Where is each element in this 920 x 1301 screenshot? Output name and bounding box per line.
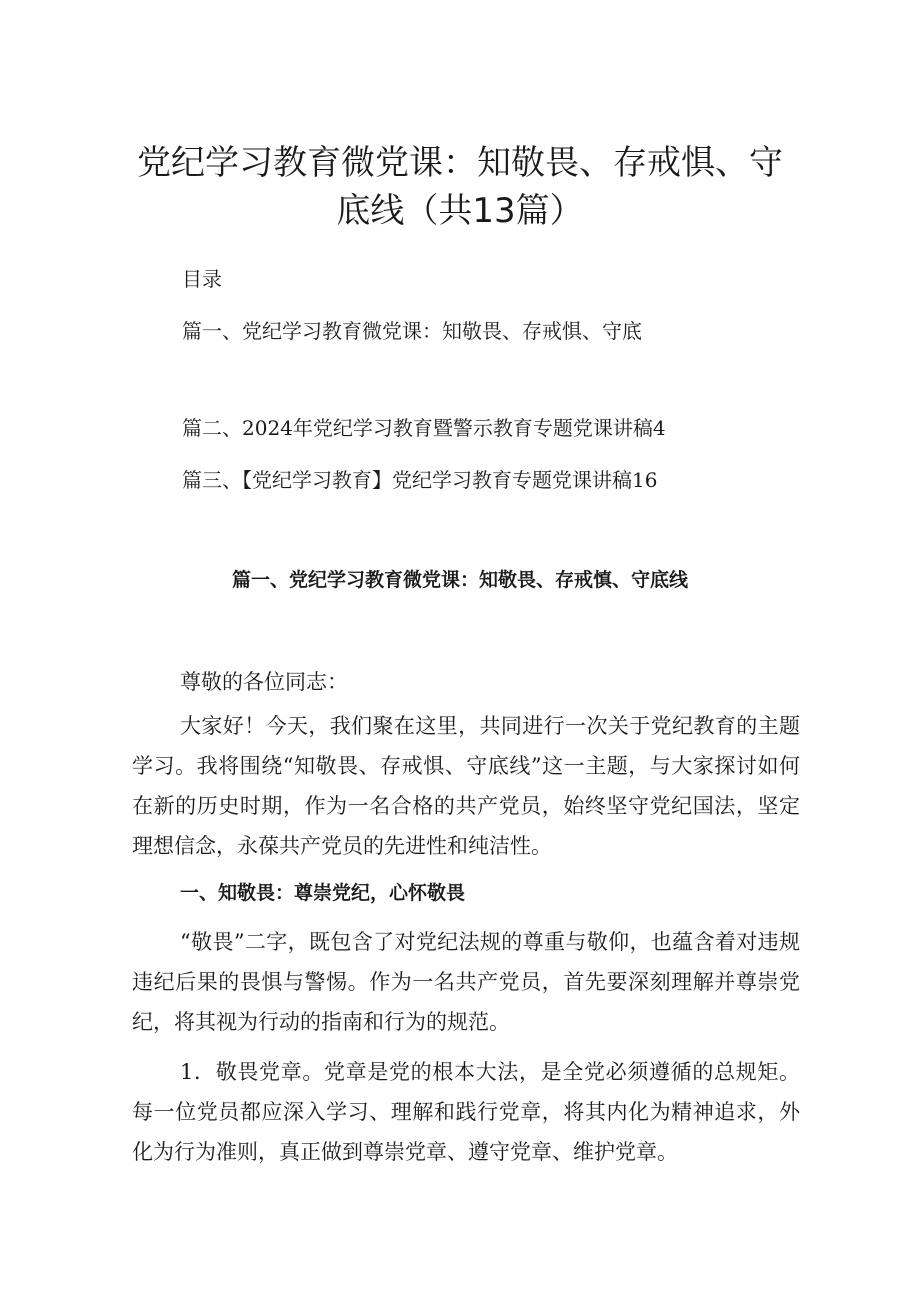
document-title-line-1: 党纪学习教育微党课：知敬畏、存戒惧、守 (137, 143, 783, 183)
document-title-line-2: 底线（共13篇） (336, 191, 584, 231)
toc-item-3[interactable]: 篇三、【党纪学习教育】党纪学习教育专题党课讲稿16 (182, 468, 658, 492)
paragraph-3 (132, 1052, 800, 1172)
paragraph-2 (132, 922, 800, 1042)
salutation (180, 662, 848, 702)
toc-label: 目录 (182, 267, 222, 291)
salutation-text: 尊敬的各位同志： (180, 670, 348, 694)
paragraph-3-text: 1．敬畏党章。党章是党的根本大法，是全党必须遵循的总规矩。每一位党员都应深入学习、理解和践行党章，将其内化为精神追求，外化为行为准则，真正做到尊崇党章、遵守党章、维护党章。 (132, 1060, 800, 1164)
section-heading: 篇一、党纪学习教育微党课：知敬畏、存戒慎、守底线 (231, 569, 688, 591)
subheading-1: 一、知敬畏：尊崇党纪，心怀敬畏 (180, 882, 466, 904)
paragraph-1 (132, 706, 800, 866)
toc-item-2[interactable]: 篇二、2024年党纪学习教育暨警示教育专题党课讲稿4 (182, 416, 666, 440)
toc-item-1[interactable]: 篇一、党纪学习教育微党课：知敬畏、存戒惧、守底 (182, 319, 642, 343)
paragraph-1-text: 大家好！今天，我们聚在这里，共同进行一次关于党纪教育的主题学习。我将围绕“知敬畏、存戒惧、守底线”这一主题，与大家探讨如何在新的历史时期，作为一名合格的共产党员，始终坚守党纪国法，坚定理想信念，永葆共产党员的先进性和纯洁性。 (132, 714, 800, 858)
paragraph-2-text: “敬畏”二字，既包含了对党纪法规的尊重与敬仰，也蕴含着对违规违纪后果的畏惧与警惕。作为一名共产党员，首先要深刻理解并尊崇党纪，将其视为行动的指南和行为的规范。 (132, 930, 800, 1034)
